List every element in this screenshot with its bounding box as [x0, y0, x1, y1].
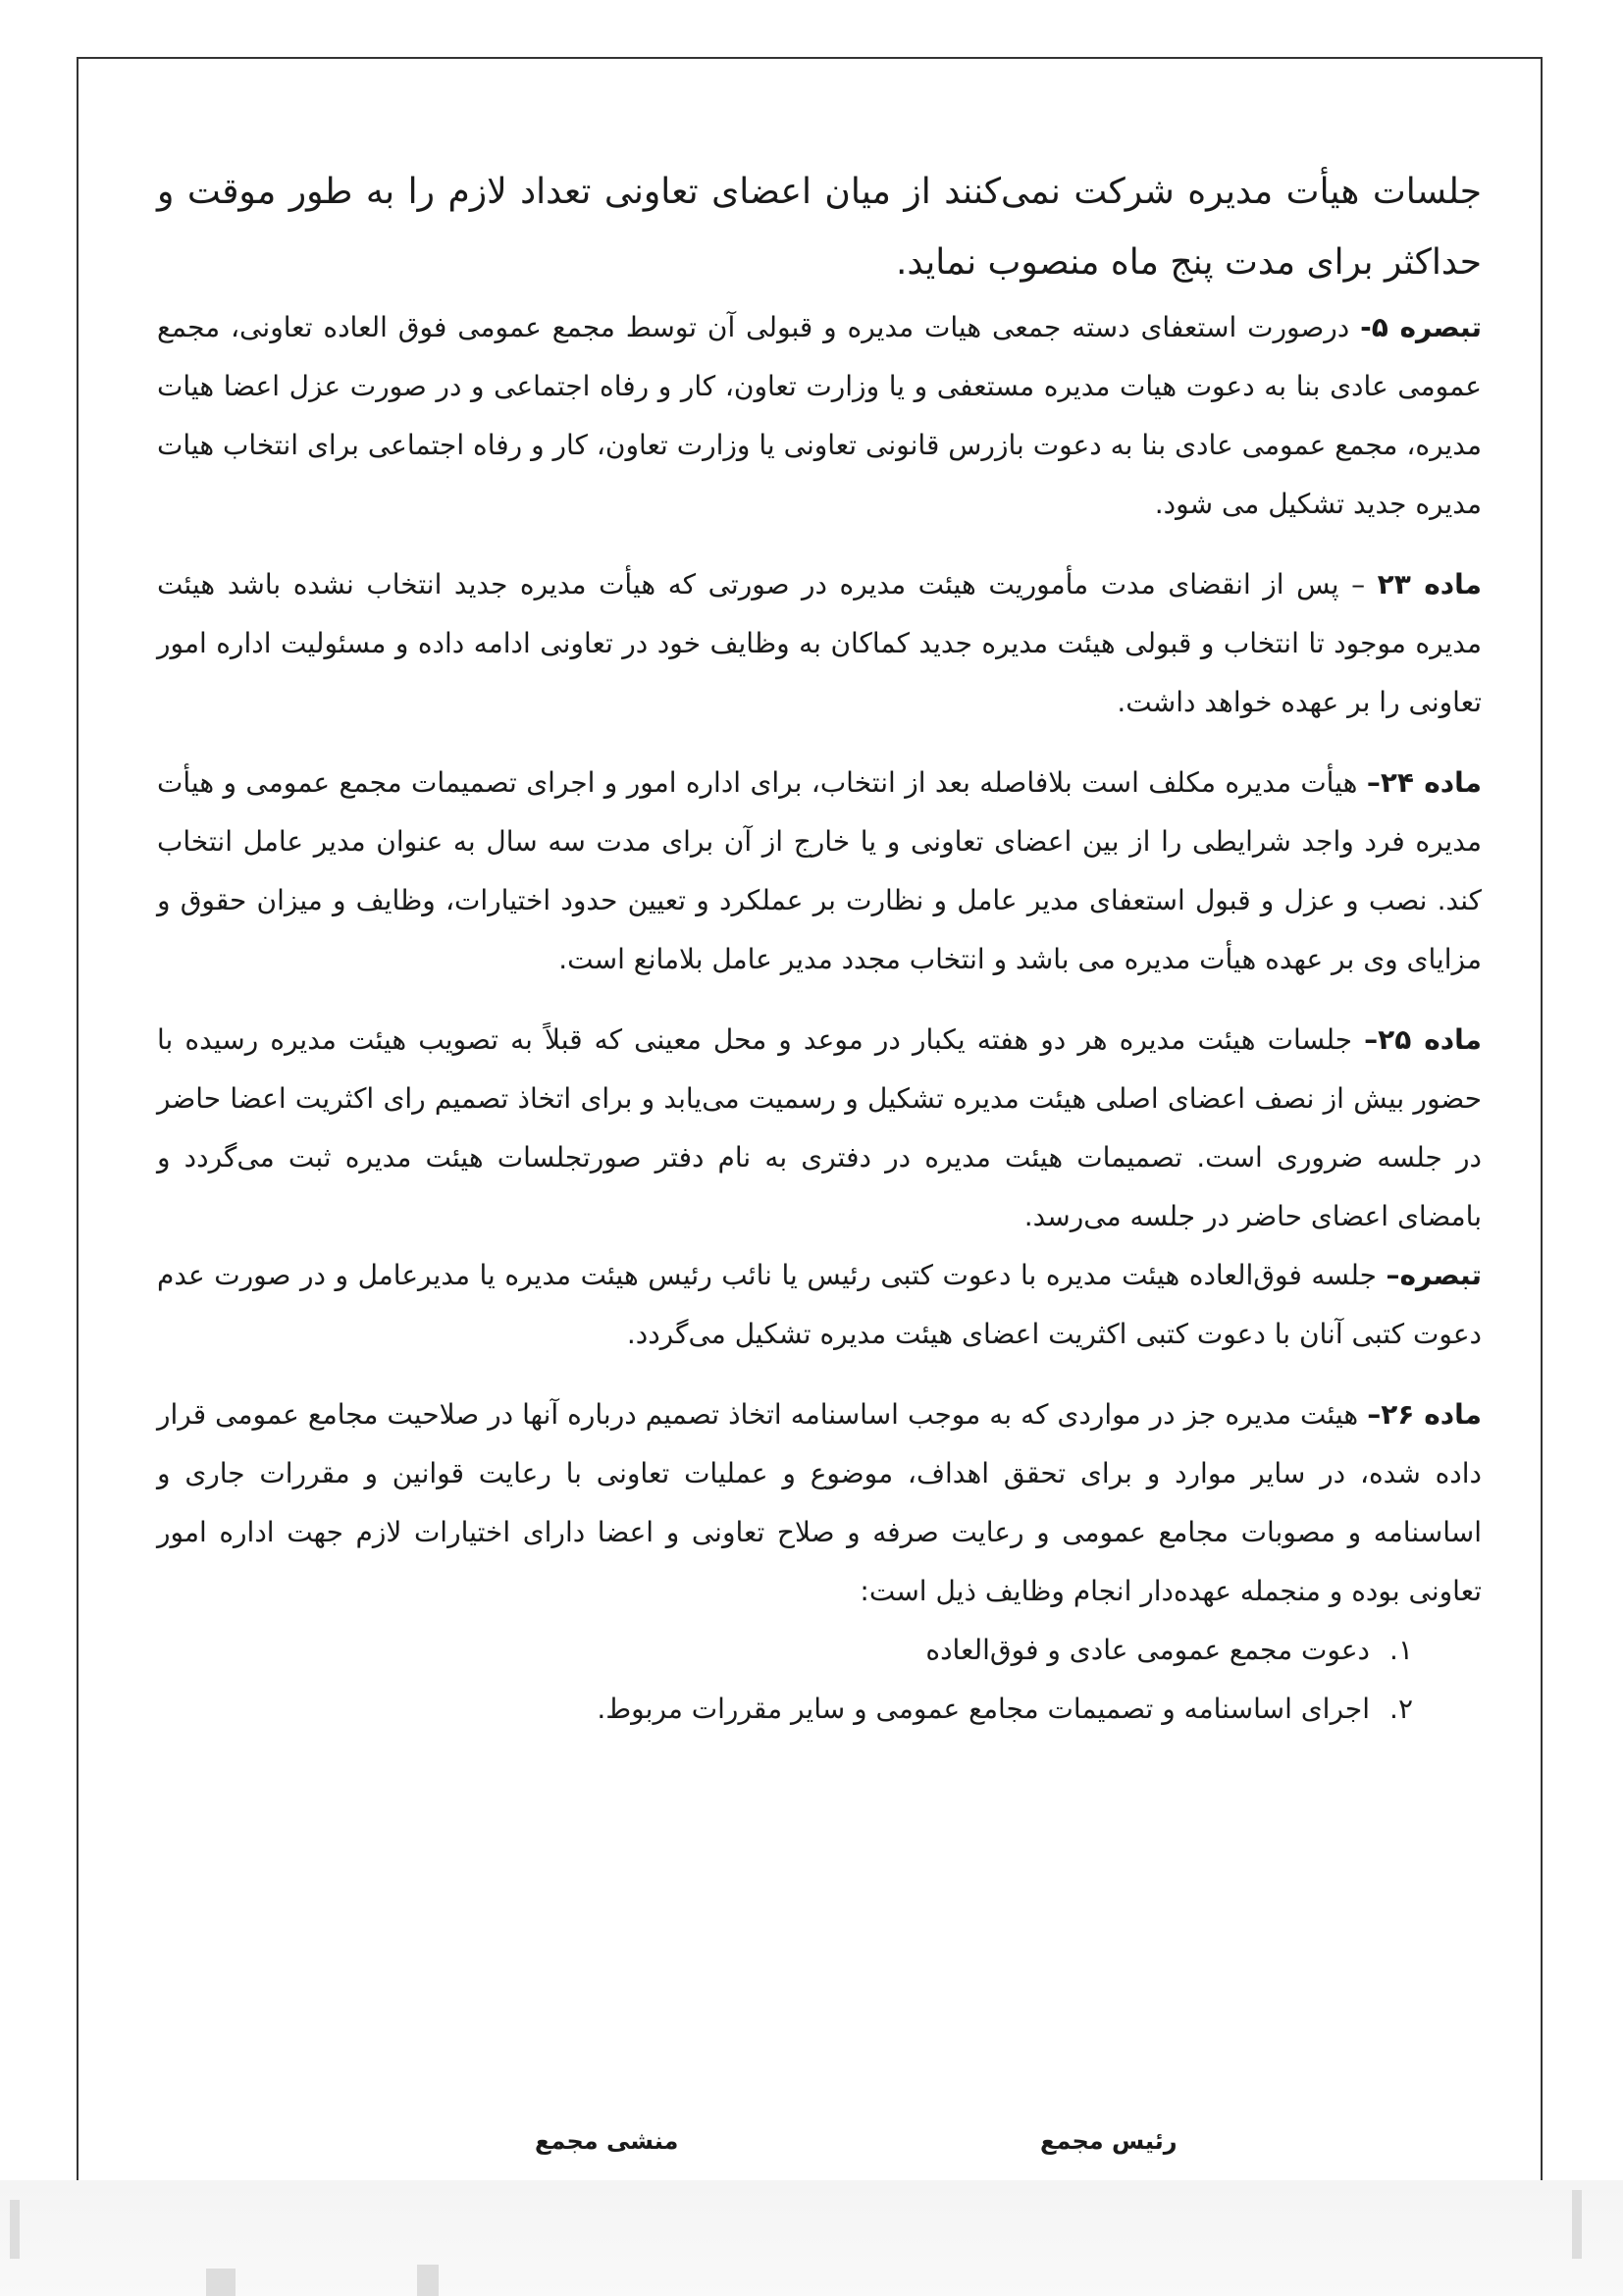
- signature-row: [0, 2127, 1623, 2166]
- article-23: [157, 555, 1482, 732]
- scan-smudge: [417, 2265, 439, 2296]
- secretary-signature-label: منشی مجمع: [535, 2127, 679, 2155]
- list-item-number: ۲.: [1389, 1693, 1413, 1725]
- lead-paragraph: جلسات هیأت مدیره شرکت نمی‌کنند از میان اعضای تعاونی تعداد لازم را به طور موقت و حداکثر برای مدت پنج ماه منصوب نماید.: [157, 172, 1482, 283]
- article-25-text: جلسات هیئت مدیره هر دو هفته یکبار در موعد و محل معینی که قبلاً به تصویب هیئت مدیره رسیده با حضور بیش از نصف اعضای اصلی هیئت مدیره تشکیل و رسمیت می‌یابد و برای اتخاذ تصمیم رای اکثریت اعضا حاضر در جلسه ضروری است. تصمیمات هیئت مدیره در دفتری به نام دفتر صورتجلسات هیئت مدیره ثبت می‌گردد و بامضای اعضای حاضر در جلسه می‌رسد.: [157, 1023, 1482, 1232]
- article-26-duties-list: [157, 1621, 1413, 1739]
- list-item-text: اجرای اساسنامه و تصمیمات مجامع عمومی و سایر مقررات مربوط.: [597, 1693, 1370, 1725]
- president-signature-label: رئیس مجمع: [1040, 2127, 1178, 2155]
- article-26: [157, 1385, 1482, 1621]
- scan-smudge: [10, 2200, 20, 2259]
- list-item-text: دعوت مجمع عمومی عادی و فوق‌العاده: [925, 1634, 1370, 1666]
- article-23-text: – پس از انقضای مدت مأموریت هیئت مدیره در صورتی که هیأت مدیره جدید انتخاب نشده باشد هیئت مدیره موجود تا انتخاب و قبولی هیئت مدیره جدید کماکان به وظایف خود در تعاونی ادامه داده و مسئولیت اداره امور تعاونی را بر عهده خواهد داشت.: [157, 568, 1482, 718]
- note-5-label: تبصره ۵-: [1360, 311, 1483, 343]
- article-24: [157, 754, 1482, 989]
- note-article-25: [157, 1246, 1482, 1364]
- note-article-25-label: تبصره–: [1386, 1259, 1482, 1291]
- note-5: [157, 298, 1482, 534]
- article-25: [157, 1011, 1482, 1246]
- article-23-label: ماده ۲۳: [1377, 568, 1482, 600]
- scan-smudge: [1572, 2190, 1582, 2259]
- article-26-text: هیئت مدیره جز در مواردی که به موجب اساسنامه اتخاذ تصمیم درباره آنها در صلاحیت مجامع عمومی قرار داده شده، در سایر موارد و برای تحقق اهداف، موضوع و عملیات تعاونی با رعایت قوانین و مقررات جاری و اساسنامه و مصوبات مجامع عمومی و رعایت صرفه و صلاح تعاونی و اعضا دارای اختیارات لازم جهت اداره امور تعاونی بوده و منجمله عهده‌دار انجام وظایف ذیل است:: [157, 1398, 1482, 1607]
- list-item: [157, 1680, 1413, 1739]
- article-26-label: ماده ۲۶–: [1367, 1398, 1482, 1431]
- scan-footer-area: [0, 2180, 1623, 2296]
- article-24-label: ماده ۲۴–: [1366, 766, 1482, 799]
- document-body: [157, 157, 1482, 1739]
- article-25-label: ماده ۲۵–: [1364, 1023, 1482, 1056]
- article-24-text: هیأت مدیره مکلف است بلافاصله بعد از انتخاب، برای اداره امور و اجرای تصمیمات مجمع عمومی و هیأت مدیره فرد واجد شرایطی را از بین اعضای تعاونی و یا خارج از آن برای مدت سه سال به عنوان مدیر عامل انتخاب کند. نصب و عزل و قبول استعفای مدیر عامل و نظارت بر عملکرد و تعیین حدود اختیارات، وظایف و میزان حقوق و مزایای وی بر عهده هیأت مدیره می باشد و انتخاب مجدد مدیر عامل بلامانع است.: [157, 766, 1482, 975]
- note-5-text: درصورت استعفای دسته جمعی هیات مدیره و قبولی آن توسط مجمع عمومی فوق العاده تعاونی، مجمع عمومی عادی بنا به دعوت هیات مدیره مستعفی و یا وزارت تعاون، کار و رفاه اجتماعی و در صورت عزل اعضا هیات مدیره، مجمع عمومی عادی بنا به دعوت بازرس قانونی تعاونی یا وزارت تعاون، کار و رفاه اجتماعی برای انتخاب هیات مدیره جدید تشکیل می شود.: [157, 311, 1482, 520]
- note-article-25-text: جلسه فوق‌العاده هیئت مدیره با دعوت کتبی رئیس یا نائب رئیس هیئت مدیره یا مدیرعامل و در صورت عدم دعوت کتبی آنان با دعوت کتبی اکثریت اعضای هیئت مدیره تشکیل می‌گردد.: [157, 1259, 1482, 1350]
- list-item: [157, 1621, 1413, 1680]
- list-item-number: ۱.: [1389, 1634, 1413, 1666]
- scan-smudge: [206, 2269, 236, 2296]
